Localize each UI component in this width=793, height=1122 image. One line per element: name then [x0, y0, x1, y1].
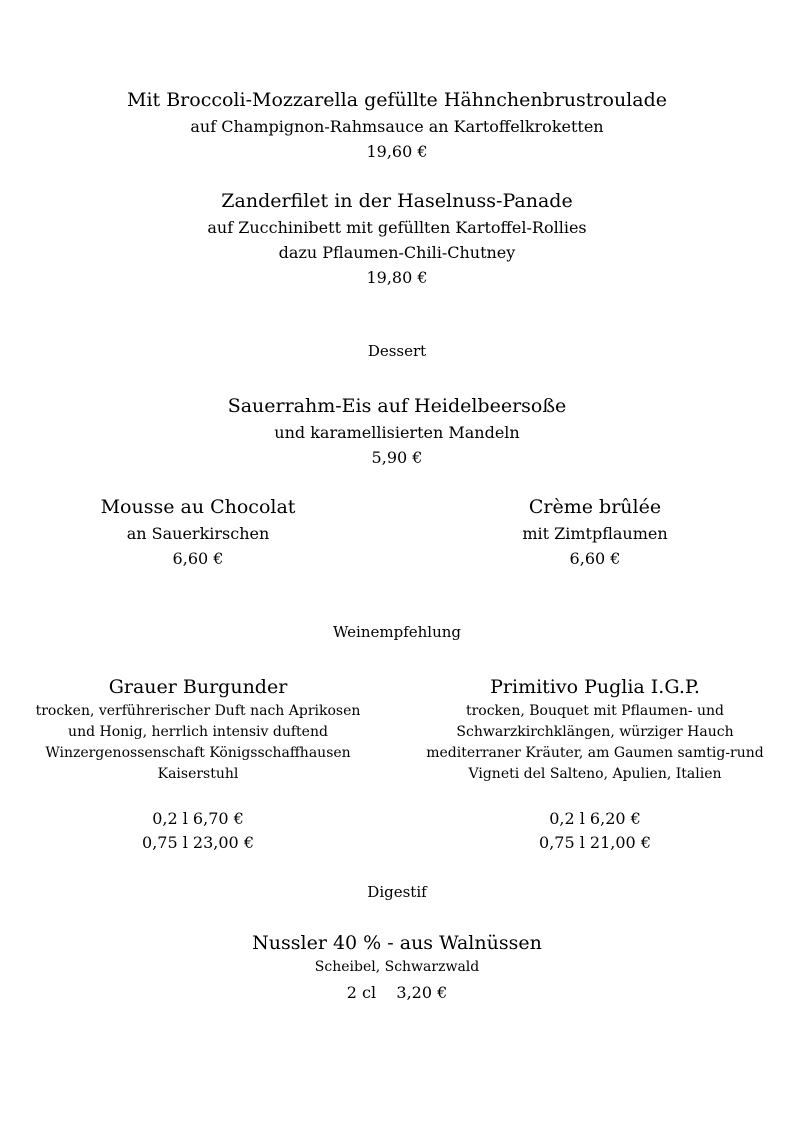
- dessert-description: und karamellisierten Mandeln: [274, 423, 520, 442]
- wine-price: 0,75 l 23,00 €: [142, 833, 254, 852]
- wine-description: Schwarzkirchklängen, würziger Hauch: [456, 724, 734, 740]
- section-heading-wine: Weinempfehlung: [332, 623, 462, 641]
- dish-title: Mit Broccoli-Mozzarella gefüllte Hähnchenbrustroulade: [127, 89, 667, 111]
- wine-title: Grauer Burgunder: [108, 676, 288, 698]
- dish-description: auf Zucchinibett mit gefüllten Kartoffel-Rollies: [207, 218, 587, 237]
- wine-price: 0,2 l 6,20 €: [549, 809, 641, 828]
- dessert-title: Sauerrahm-Eis auf Heidelbeersoße: [227, 395, 567, 417]
- digestif-description: Scheibel, Schwarzwald: [314, 959, 480, 975]
- wine-price: 0,75 l 21,00 €: [539, 833, 651, 852]
- wine-description: trocken, Bouquet mit Pflaumen- und: [465, 703, 725, 719]
- section-heading-dessert: Dessert: [367, 342, 427, 360]
- dessert-description: an Sauerkirschen: [126, 524, 270, 543]
- wine-description: Vigneti del Salteno, Apulien, Italien: [468, 766, 722, 782]
- digestif-title: Nussler 40 % - aus Walnüssen: [252, 932, 542, 954]
- wine-description: Kaiserstuhl: [157, 766, 239, 782]
- digestif-price: 2 cl 3,20 €: [346, 983, 448, 1002]
- wine-description: und Honig, herrlich intensiv duftend: [68, 724, 328, 740]
- wine-price: 0,2 l 6,70 €: [152, 809, 244, 828]
- dish-price: 19,80 €: [366, 268, 428, 287]
- dessert-price: 5,90 €: [371, 448, 423, 467]
- dish-title: Zanderfilet in der Haselnuss-Panade: [221, 190, 573, 212]
- section-heading-digestif: Digestif: [367, 883, 427, 901]
- dish-description: auf Champignon-Rahmsauce an Kartoffelkroketten: [190, 117, 604, 136]
- wine-description: trocken, verführerischer Duft nach Aprikosen: [35, 703, 361, 719]
- dessert-description: mit Zimtpflaumen: [522, 524, 668, 543]
- dessert-title: Mousse au Chocolat: [100, 496, 296, 518]
- dish-description: dazu Pflaumen-Chili-Chutney: [278, 243, 516, 262]
- wine-description: Winzergenossenschaft Königsschaffhausen: [45, 745, 351, 761]
- dessert-title: Crème brûlée: [528, 496, 662, 518]
- wine-description: mediterraner Kräuter, am Gaumen samtig-rund: [426, 745, 764, 761]
- wine-title: Primitivo Puglia I.G.P.: [490, 676, 700, 698]
- dessert-price: 6,60 €: [172, 549, 224, 568]
- dish-price: 19,60 €: [366, 142, 428, 161]
- dessert-price: 6,60 €: [569, 549, 621, 568]
